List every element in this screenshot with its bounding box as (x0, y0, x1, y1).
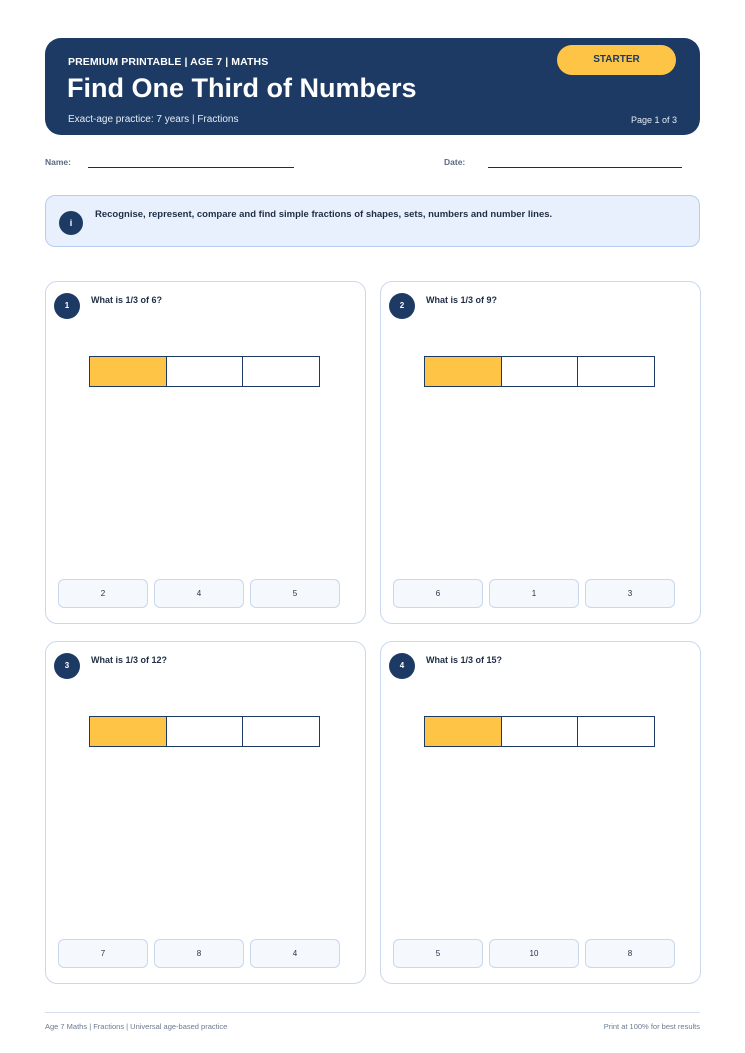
fraction-bar (424, 356, 655, 387)
question-text: What is 1/3 of 6? (91, 295, 163, 305)
fraction-bar-part (577, 356, 655, 387)
fraction-bar (89, 356, 320, 387)
question-card-1 (45, 281, 366, 624)
fraction-bar-shaded-part (424, 356, 502, 387)
page-subtitle: Exact-age practice: 7 years | Fractions (68, 114, 239, 125)
question-number: 4 (389, 653, 415, 679)
answer-options (58, 939, 340, 968)
fraction-bar (424, 716, 655, 747)
answer-option[interactable]: 8 (154, 939, 244, 968)
answer-options (58, 579, 340, 608)
question-number: 2 (389, 293, 415, 319)
answer-option[interactable]: 8 (585, 939, 675, 968)
question-card-4 (380, 641, 701, 984)
question-number: 3 (54, 653, 80, 679)
page-number: Page 1 of 3 (630, 115, 677, 125)
answer-option[interactable]: 6 (393, 579, 483, 608)
answer-option[interactable]: 3 (585, 579, 675, 608)
level-badge: STARTER (557, 45, 676, 75)
question-card-2 (380, 281, 701, 624)
header-banner (45, 38, 700, 135)
answer-option[interactable]: 4 (154, 579, 244, 608)
answer-options (393, 579, 675, 608)
footer-right-text: Print at 100% for best results (603, 1022, 700, 1031)
name-line[interactable] (88, 167, 294, 168)
answer-options (393, 939, 675, 968)
name-label: Name: (45, 157, 71, 167)
fraction-bar-part (501, 356, 579, 387)
question-text: What is 1/3 of 15? (426, 655, 503, 665)
fraction-bar-part (242, 356, 320, 387)
answer-option[interactable]: 10 (489, 939, 579, 968)
page-title: Find One Third of Numbers (67, 73, 417, 103)
answer-option[interactable]: 4 (250, 939, 340, 968)
date-line[interactable] (488, 167, 682, 168)
question-text: What is 1/3 of 9? (426, 295, 498, 305)
answer-option[interactable]: 2 (58, 579, 148, 608)
header-kicker: PREMIUM PRINTABLE | AGE 7 | MATHS (68, 56, 269, 68)
info-box (45, 195, 700, 247)
footer-divider (45, 1012, 700, 1013)
fraction-bar-part (166, 356, 244, 387)
info-text: Recognise, represent, compare and find simple fractions of shapes, sets, numbers and number lines. (95, 209, 553, 220)
fraction-bar-shaded-part (424, 716, 502, 747)
question-text: What is 1/3 of 12? (91, 655, 168, 665)
date-label: Date: (444, 157, 466, 167)
answer-option[interactable]: 1 (489, 579, 579, 608)
answer-option[interactable]: 5 (250, 579, 340, 608)
fraction-bar-part (577, 716, 655, 747)
fraction-bar-part (242, 716, 320, 747)
answer-option[interactable]: 7 (58, 939, 148, 968)
fraction-bar (89, 716, 320, 747)
fraction-bar-part (501, 716, 579, 747)
fraction-bar-shaded-part (89, 716, 167, 747)
answer-option[interactable]: 5 (393, 939, 483, 968)
fraction-bar-part (166, 716, 244, 747)
question-card-3 (45, 641, 366, 984)
info-icon: i (59, 211, 83, 235)
fraction-bar-shaded-part (89, 356, 167, 387)
question-number: 1 (54, 293, 80, 319)
footer-left-text: Age 7 Maths | Fractions | Universal age-based practice (45, 1022, 228, 1031)
